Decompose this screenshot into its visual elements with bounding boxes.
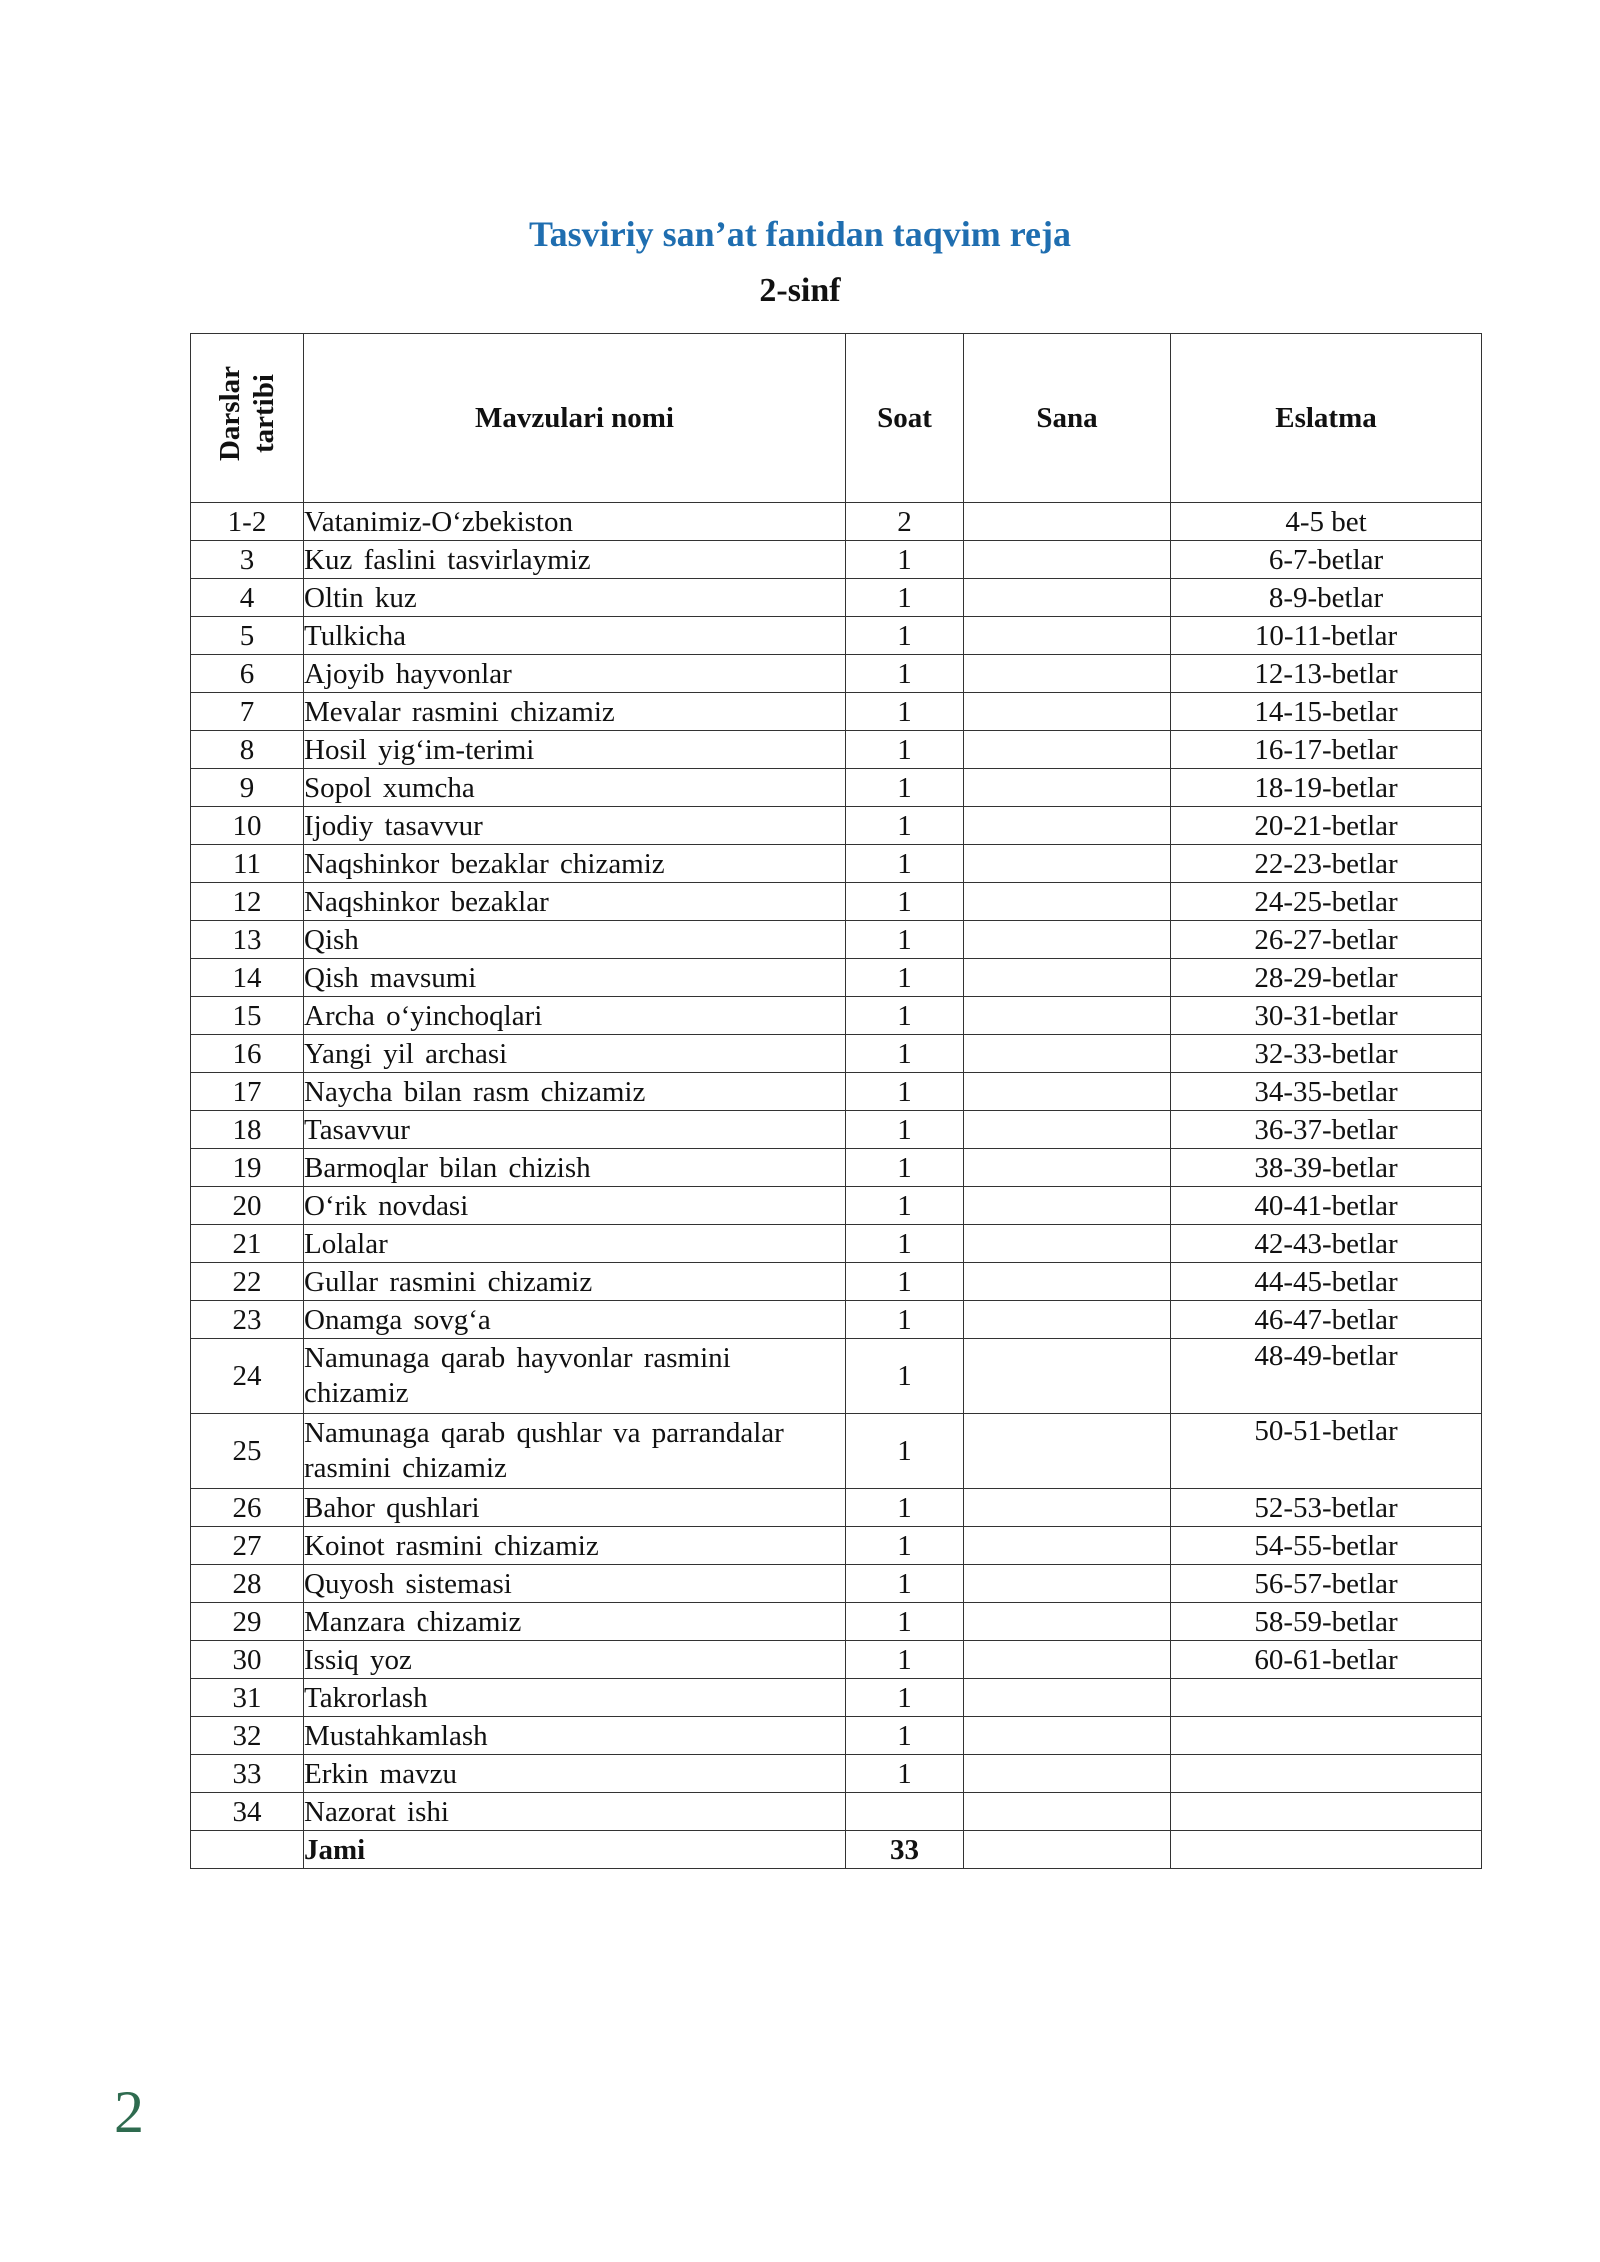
lesson-number-cell: 3	[191, 541, 304, 579]
note-cell	[1171, 1755, 1482, 1793]
note-cell: 22-23-betlar	[1171, 845, 1482, 883]
lesson-number-cell: 1-2	[191, 503, 304, 541]
lesson-number-cell: 32	[191, 1717, 304, 1755]
date-cell	[964, 693, 1171, 731]
date-cell	[964, 921, 1171, 959]
table-row	[191, 883, 1482, 921]
lesson-number-cell: 4	[191, 579, 304, 617]
date-cell	[964, 655, 1171, 693]
hours-cell: 1	[846, 1527, 964, 1565]
lesson-number-cell: 6	[191, 655, 304, 693]
lesson-number-cell: 20	[191, 1187, 304, 1225]
note-cell: 18-19-betlar	[1171, 769, 1482, 807]
hours-cell: 1	[846, 769, 964, 807]
header-topic: Mavzulari nomi	[304, 334, 846, 503]
topic-cell: Yangi yil archasi	[304, 1035, 846, 1073]
topic-cell: Naqshinkor bezaklar	[304, 883, 846, 921]
date-cell	[964, 1755, 1171, 1793]
hours-cell: 1	[846, 1149, 964, 1187]
note-cell: 58-59-betlar	[1171, 1603, 1482, 1641]
table-row	[191, 731, 1482, 769]
hours-cell: 1	[846, 921, 964, 959]
page-title: Tasviriy san’at fanidan taqvim reja	[528, 214, 1072, 254]
page-number: 2	[114, 2079, 144, 2145]
note-cell: 30-31-betlar	[1171, 997, 1482, 1035]
topic-cell: Quyosh sistemasi	[304, 1565, 846, 1603]
topic-cell: Oltin kuz	[304, 579, 846, 617]
table-row	[191, 1073, 1482, 1111]
total-topic-cell: Jami	[304, 1831, 846, 1869]
lesson-number-cell: 24	[191, 1339, 304, 1414]
topic-cell: Onamga sovg‘a	[304, 1301, 846, 1339]
date-cell	[964, 1035, 1171, 1073]
date-cell	[964, 541, 1171, 579]
table-row	[191, 655, 1482, 693]
lesson-number-cell: 14	[191, 959, 304, 997]
topic-cell: Mevalar rasmini chizamiz	[304, 693, 846, 731]
lesson-number-cell: 9	[191, 769, 304, 807]
date-cell	[964, 1225, 1171, 1263]
note-cell: 16-17-betlar	[1171, 731, 1482, 769]
note-cell: 50-51-betlar	[1171, 1414, 1482, 1489]
topic-cell: Sopol xumcha	[304, 769, 846, 807]
topic-cell: Mustahkamlash	[304, 1717, 846, 1755]
note-cell: 38-39-betlar	[1171, 1149, 1482, 1187]
table-row	[191, 807, 1482, 845]
total-note-cell	[1171, 1831, 1482, 1869]
table-row	[191, 693, 1482, 731]
date-cell	[964, 845, 1171, 883]
header-lesson-order-label	[213, 366, 281, 461]
table-row	[191, 1717, 1482, 1755]
date-cell	[964, 1187, 1171, 1225]
table-row	[191, 579, 1482, 617]
hours-cell: 1	[846, 731, 964, 769]
lesson-number-cell: 21	[191, 1225, 304, 1263]
date-cell	[964, 959, 1171, 997]
topic-cell: Archa o‘yinchoqlari	[304, 997, 846, 1035]
lesson-number-cell: 31	[191, 1679, 304, 1717]
table-row	[191, 959, 1482, 997]
date-cell	[964, 579, 1171, 617]
note-cell	[1171, 1717, 1482, 1755]
date-cell	[964, 883, 1171, 921]
hours-cell: 1	[846, 579, 964, 617]
note-cell: 48-49-betlar	[1171, 1339, 1482, 1414]
topic-cell: Naqshinkor bezaklar chizamiz	[304, 845, 846, 883]
date-cell	[964, 1339, 1171, 1414]
table-header-row	[191, 334, 1482, 503]
header-order-line-1: Darslar	[214, 366, 246, 462]
note-cell: 44-45-betlar	[1171, 1263, 1482, 1301]
lesson-number-cell: 26	[191, 1489, 304, 1527]
note-cell: 28-29-betlar	[1171, 959, 1482, 997]
lesson-number-cell: 28	[191, 1565, 304, 1603]
topic-cell: Namunaga qarab qushlar va parrandalar rasmini chizamiz	[304, 1414, 846, 1489]
date-cell	[964, 1301, 1171, 1339]
hours-cell: 1	[846, 541, 964, 579]
table-row	[191, 1793, 1482, 1831]
date-cell	[964, 1489, 1171, 1527]
note-cell: 56-57-betlar	[1171, 1565, 1482, 1603]
lesson-number-cell: 13	[191, 921, 304, 959]
table-row	[191, 1225, 1482, 1263]
total-row	[191, 1831, 1482, 1869]
topic-cell: Ajoyib hayvonlar	[304, 655, 846, 693]
lesson-number-cell: 16	[191, 1035, 304, 1073]
table-row	[191, 845, 1482, 883]
date-cell	[964, 1717, 1171, 1755]
date-cell	[964, 1527, 1171, 1565]
table-row	[191, 1149, 1482, 1187]
lesson-number-cell: 34	[191, 1793, 304, 1831]
date-cell	[964, 1641, 1171, 1679]
note-cell: 10-11-betlar	[1171, 617, 1482, 655]
lesson-number-cell: 25	[191, 1414, 304, 1489]
topic-cell: Vatanimiz-O‘zbekiston	[304, 503, 846, 541]
date-cell	[964, 617, 1171, 655]
table-row	[191, 617, 1482, 655]
topic-cell: Hosil yig‘im-terimi	[304, 731, 846, 769]
topic-cell: Qish	[304, 921, 846, 959]
topic-cell: Gullar rasmini chizamiz	[304, 1263, 846, 1301]
note-cell	[1171, 1679, 1482, 1717]
topic-cell: Ijodiy tasavvur	[304, 807, 846, 845]
header-order-line-2: tartibi	[248, 374, 280, 454]
hours-cell: 1	[846, 1225, 964, 1263]
table-row	[191, 1565, 1482, 1603]
lesson-number-cell: 19	[191, 1149, 304, 1187]
hours-cell: 1	[846, 1603, 964, 1641]
lesson-number-cell: 30	[191, 1641, 304, 1679]
lesson-number-cell: 5	[191, 617, 304, 655]
table-row	[191, 1527, 1482, 1565]
lesson-number-cell: 18	[191, 1111, 304, 1149]
hours-cell: 1	[846, 1035, 964, 1073]
header-lesson-order	[191, 334, 304, 503]
lesson-number-cell: 23	[191, 1301, 304, 1339]
note-cell: 14-15-betlar	[1171, 693, 1482, 731]
calendar-plan-table	[190, 333, 1482, 1869]
lesson-number-cell: 12	[191, 883, 304, 921]
date-cell	[964, 503, 1171, 541]
hours-cell: 1	[846, 807, 964, 845]
topic-cell: Takrorlash	[304, 1679, 846, 1717]
table-row	[191, 1035, 1482, 1073]
table-row	[191, 997, 1482, 1035]
note-cell: 36-37-betlar	[1171, 1111, 1482, 1149]
topic-cell: Kuz faslini tasvirlaymiz	[304, 541, 846, 579]
date-cell	[964, 997, 1171, 1035]
topic-cell: Tasavvur	[304, 1111, 846, 1149]
table-row	[191, 1187, 1482, 1225]
hours-cell: 1	[846, 1489, 964, 1527]
hours-cell: 1	[846, 997, 964, 1035]
note-cell: 60-61-betlar	[1171, 1641, 1482, 1679]
topic-cell: Erkin mavzu	[304, 1755, 846, 1793]
table-row	[191, 503, 1482, 541]
lesson-number-cell: 29	[191, 1603, 304, 1641]
date-cell	[964, 807, 1171, 845]
hours-cell: 1	[846, 883, 964, 921]
note-cell: 24-25-betlar	[1171, 883, 1482, 921]
table-row	[191, 1301, 1482, 1339]
lesson-number-cell: 8	[191, 731, 304, 769]
table-row	[191, 1755, 1482, 1793]
note-cell: 42-43-betlar	[1171, 1225, 1482, 1263]
topic-cell: Naycha bilan rasm chizamiz	[304, 1073, 846, 1111]
table-row	[191, 1339, 1482, 1414]
date-cell	[964, 731, 1171, 769]
date-cell	[964, 1565, 1171, 1603]
date-cell	[964, 1793, 1171, 1831]
hours-cell: 1	[846, 845, 964, 883]
date-cell	[964, 1149, 1171, 1187]
table-row	[191, 1263, 1482, 1301]
hours-cell: 1	[846, 1187, 964, 1225]
hours-cell: 1	[846, 1339, 964, 1414]
topic-cell: Barmoqlar bilan chizish	[304, 1149, 846, 1187]
note-cell	[1171, 1793, 1482, 1831]
table-row	[191, 1603, 1482, 1641]
total-date-cell	[964, 1831, 1171, 1869]
hours-cell: 1	[846, 617, 964, 655]
hours-cell: 1	[846, 1565, 964, 1603]
topic-cell: Issiq yoz	[304, 1641, 846, 1679]
table-body	[191, 503, 1482, 1869]
topic-cell: O‘rik novdasi	[304, 1187, 846, 1225]
note-cell: 34-35-betlar	[1171, 1073, 1482, 1111]
lesson-number-cell: 17	[191, 1073, 304, 1111]
lesson-number-cell: 11	[191, 845, 304, 883]
topic-cell: Tulkicha	[304, 617, 846, 655]
table-row	[191, 1679, 1482, 1717]
topic-cell: Manzara chizamiz	[304, 1603, 846, 1641]
table-row	[191, 1111, 1482, 1149]
note-cell: 52-53-betlar	[1171, 1489, 1482, 1527]
date-cell	[964, 1603, 1171, 1641]
note-cell: 40-41-betlar	[1171, 1187, 1482, 1225]
lesson-number-cell: 10	[191, 807, 304, 845]
date-cell	[964, 1414, 1171, 1489]
total-hours-cell: 33	[846, 1831, 964, 1869]
class-subtitle: 2-sinf	[759, 272, 841, 309]
hours-cell: 1	[846, 693, 964, 731]
date-cell	[964, 769, 1171, 807]
date-cell	[964, 1679, 1171, 1717]
hours-cell: 1	[846, 1414, 964, 1489]
note-cell: 6-7-betlar	[1171, 541, 1482, 579]
topic-cell: Lolalar	[304, 1225, 846, 1263]
table-row	[191, 769, 1482, 807]
lesson-number-cell: 7	[191, 693, 304, 731]
date-cell	[964, 1111, 1171, 1149]
hours-cell: 1	[846, 1679, 964, 1717]
topic-cell: Koinot rasmini chizamiz	[304, 1527, 846, 1565]
lesson-number-cell: 15	[191, 997, 304, 1035]
hours-cell: 1	[846, 1641, 964, 1679]
note-cell: 20-21-betlar	[1171, 807, 1482, 845]
note-cell: 12-13-betlar	[1171, 655, 1482, 693]
topic-cell: Qish mavsumi	[304, 959, 846, 997]
hours-cell: 1	[846, 1717, 964, 1755]
lesson-number-cell: 27	[191, 1527, 304, 1565]
topic-cell: Namunaga qarab hayvonlar rasmini chizamiz	[304, 1339, 846, 1414]
topic-cell: Bahor qushlari	[304, 1489, 846, 1527]
hours-cell	[846, 1793, 964, 1831]
note-cell: 46-47-betlar	[1171, 1301, 1482, 1339]
table-row	[191, 1414, 1482, 1489]
topic-cell: Nazorat ishi	[304, 1793, 846, 1831]
header-hours: Soat	[846, 334, 964, 503]
table-row	[191, 1489, 1482, 1527]
table-row	[191, 1641, 1482, 1679]
table-row	[191, 921, 1482, 959]
hours-cell: 2	[846, 503, 964, 541]
header-date: Sana	[964, 334, 1171, 503]
hours-cell: 1	[846, 1111, 964, 1149]
note-cell: 4-5 bet	[1171, 503, 1482, 541]
note-cell: 32-33-betlar	[1171, 1035, 1482, 1073]
hours-cell: 1	[846, 1073, 964, 1111]
hours-cell: 1	[846, 1755, 964, 1793]
date-cell	[964, 1263, 1171, 1301]
note-cell: 8-9-betlar	[1171, 579, 1482, 617]
hours-cell: 1	[846, 959, 964, 997]
table-row	[191, 541, 1482, 579]
hours-cell: 1	[846, 1301, 964, 1339]
date-cell	[964, 1073, 1171, 1111]
total-lesson-number-cell	[191, 1831, 304, 1869]
note-cell: 26-27-betlar	[1171, 921, 1482, 959]
hours-cell: 1	[846, 1263, 964, 1301]
note-cell: 54-55-betlar	[1171, 1527, 1482, 1565]
lesson-number-cell: 22	[191, 1263, 304, 1301]
hours-cell: 1	[846, 655, 964, 693]
header-note: Eslatma	[1171, 334, 1482, 503]
lesson-number-cell: 33	[191, 1755, 304, 1793]
